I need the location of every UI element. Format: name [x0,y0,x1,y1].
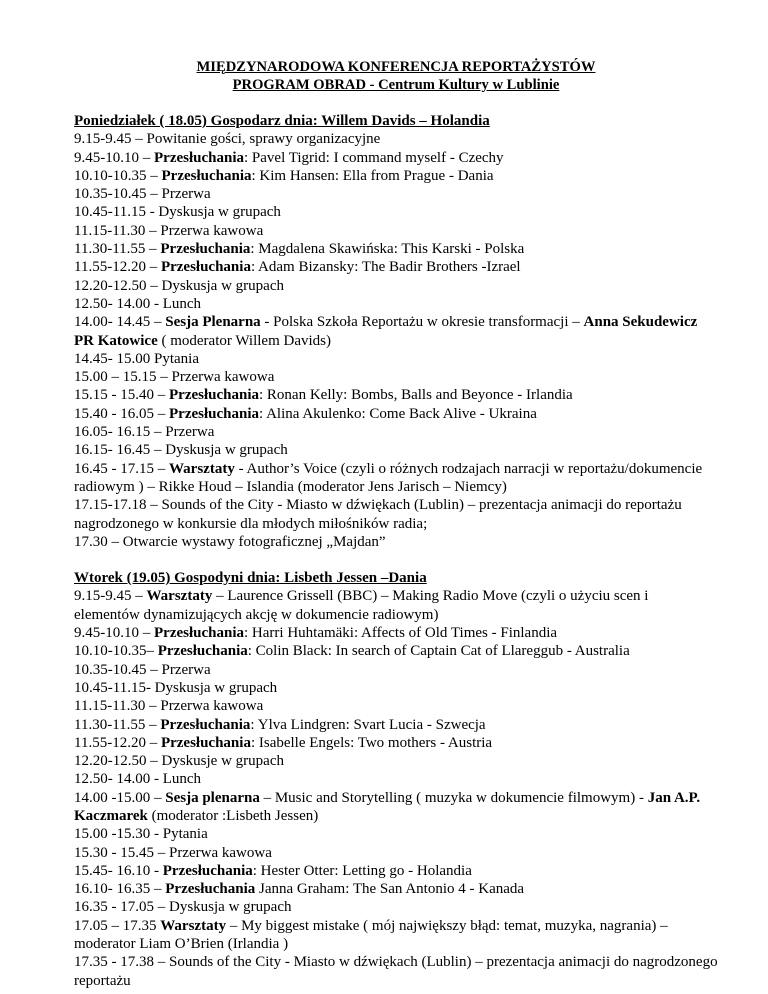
entry-text: 10.35-10.45 – Przerwa [74,661,211,678]
schedule-entry [74,642,718,660]
entry-text: 15.00 -15.30 - Pytania [74,826,208,843]
entry-bold-text: Przesłuchania [154,625,244,642]
entry-text: 11.30-11.55 – [74,241,161,258]
entry-text: 9.15-9.45 – [74,588,147,605]
schedule-entry [74,624,718,642]
entry-text: 9.45-10.10 – [74,625,154,642]
entry-text: 10.35-10.45 – Przerwa [74,186,211,203]
entry-text: 11.55-12.20 – [74,734,161,751]
schedule-entry [74,222,718,240]
entry-text: - Author’s Voice (czyli o różnych rodzajach narracji w reportażu/dokumencie radiowym ) – Rikke Houd – Islandia (moderator Jens Jarisch – Niemcy) [74,460,703,495]
entry-text: 10.10-10.35 – [74,167,162,184]
schedule-entry [74,898,718,916]
entry-text: : Kim Hansen: Ella from Prague - Dania [251,167,494,184]
entry-text: 15.45- 16.10 - [74,862,163,879]
entry-bold-text: Przesłuchania [169,405,259,422]
entry-text: : Magdalena Skawińska: This Karski - Polska [250,241,525,258]
entry-bold-text: Przesłuchania [160,259,251,276]
entry-text: 17.30 – Otwarcie wystawy fotograficznej „Majdan” [74,533,386,550]
entry-text: 14.45- 15.00 Pytania [74,350,199,367]
program-days [74,112,718,990]
schedule-entry [74,423,718,441]
entry-bold-text: Przesłuchania [160,734,251,751]
schedule-entry [74,953,718,990]
entry-text: : Isabelle Engels: Two mothers - Austria [250,734,493,751]
entry-bold-text: Przesłuchania [162,862,253,879]
entry-text: : Pavel Tigrid: I command myself - Czechy [244,149,504,166]
schedule-entry [74,368,718,386]
schedule-entry [74,240,718,258]
document-title: MIĘDZYNARODOWA KONFERENCJA REPORTAŻYSTÓW [196,59,596,75]
schedule-entry [74,716,718,734]
entry-text: 11.55-12.20 – [74,259,161,276]
entry-text: 11.15-11.30 – Przerwa kawowa [74,698,264,715]
entry-text: 15.30 - 15.45 – Przerwa kawowa [74,844,272,861]
entry-bold-text: Przesłuchania [165,881,256,898]
entry-text: 10.10-10.35– [74,643,158,660]
entry-text: 12.20-12.50 – Dyskusja w grupach [74,277,284,294]
entry-text: 16.45 - 17.15 – [74,460,169,477]
schedule-entry [74,679,718,697]
entry-text: 16.15- 16.45 – Dyskusja w grupach [74,442,288,459]
entry-text: : Ylva Lindgren: Svart Lucia - Szwecja [250,716,486,733]
entry-bold-text: Przesłuchania [160,241,251,258]
entry-bold-text: Przesłuchania [160,716,251,733]
schedule-entry [74,880,718,898]
schedule-entry [74,789,718,826]
schedule-entry [74,587,718,624]
entry-text: – My biggest mistake ( mój największy błąd: temat, muzyka, nagrania) – moderator Liam O’Brien (Irlandia ) [74,917,668,953]
day-section [74,569,718,990]
schedule-entry [74,496,718,533]
entry-text: (moderator :Lisbeth Jessen) [147,807,319,824]
entry-text: 15.00 – 15.15 – Przerwa kawowa [74,369,275,386]
entry-text: 12.50- 14.00 - Lunch [74,771,202,788]
schedule-entry [74,917,718,954]
entry-bold-text: Przesłuchania [157,643,248,660]
schedule-entry [74,825,718,843]
entry-text: 15.40 - 16.05 – [74,405,169,422]
entry-text: : Colin Black: In search of Captain Cat of Llareggub - Australia [247,643,630,660]
schedule-entry [74,752,718,770]
entry-bold-text: Warsztaty [146,588,213,605]
entry-text: 17.35 - 17.38 – Sounds of the City - Miasto w dźwiękach (Lublin) – prezentacja animacji do nagrodzonego reportażu [74,954,718,989]
entry-bold-text: Przesłuchania [161,167,252,184]
schedule-entry [74,386,718,404]
schedule-entry [74,862,718,880]
entry-text: 10.45-11.15 - Dyskusja w grupach [74,204,281,221]
entry-text: – Laurence Grissell (BBC) – Making Radio Move (czyli o użyciu scen i elementów dynamizujących akcję w dokumencie radiowym) [74,588,649,623]
schedule-entry [74,258,718,276]
entry-text: 10.45-11.15- Dyskusja w grupach [74,679,278,696]
schedule-entry [74,770,718,788]
entry-text: 17.05 – 17.35 [74,917,161,934]
entry-bold-text: Sesja plenarna [165,789,260,806]
entry-text: 14.00- 14.45 – [74,314,166,331]
entry-text: 9.45-10.10 – [74,149,154,166]
schedule-entry [74,734,718,752]
entry-bold-text: Przesłuchania [154,149,244,166]
entry-text: : Hester Otter: Letting go - Holandia [252,862,472,879]
schedule-entry [74,350,718,368]
day-heading: Wtorek (19.05) Gospodyni dnia: Lisbeth Jessen –Dania [74,570,427,587]
schedule-entry [74,661,718,679]
entry-text: ( moderator Willem Davids) [157,332,331,349]
schedule-entry [74,167,718,185]
entry-bold-text: Sesja Plenarna [165,314,261,331]
entry-text: – Music and Storytelling ( muzyka w dokumencie filmowym) - [259,789,648,806]
entry-text: 9.15-9.45 – Powitanie gości, sprawy organizacyjne [74,131,381,148]
entry-text: 11.15-11.30 – Przerwa kawowa [74,222,264,239]
schedule-entry [74,697,718,715]
entry-bold-text: Jan A.P. Kaczmarek [74,789,701,824]
entry-text: Janna Graham: The San Antonio 4 - Kanada [255,881,525,898]
day-section [74,112,718,551]
entry-text: 14.00 -15.00 – [74,789,166,806]
schedule-entry [74,277,718,295]
entry-text: - Polska Szkoła Reportażu w okresie transformacji – [260,314,584,331]
schedule-entry [74,441,718,459]
entry-bold-text: Warsztaty [160,917,227,934]
document-header [74,58,718,94]
schedule-entry [74,460,718,497]
entry-text: : Ronan Kelly: Bombs, Balls and Beyonce - Irlandia [259,387,573,404]
entry-text: 16.35 - 17.05 – Dyskusja w grupach [74,899,292,916]
entry-text: : Harri Huhtamäki: Affects of Old Times - Finlandia [244,625,558,642]
entry-bold-text: Przesłuchania [169,387,259,404]
entry-text: 15.15 - 15.40 – [74,387,169,404]
schedule-entry [74,149,718,167]
schedule-entry [74,313,718,350]
entry-text: 16.10- 16.35 – [74,881,166,898]
entry-bold-text: Anna Sekudewicz PR Katowice [74,314,698,349]
schedule-entry [74,405,718,423]
entry-text: 12.20-12.50 – Dyskusje w grupach [74,753,284,770]
document-subtitle: PROGRAM OBRAD - Centrum Kultury w Lublinie [232,77,560,93]
entry-text: : Adam Bizansky: The Badir Brothers -Izrael [250,259,521,276]
schedule-entry [74,130,718,148]
day-heading: Poniedziałek ( 18.05) Gospodarz dnia: Willem Davids – Holandia [74,113,490,129]
entry-text: 16.05- 16.15 – Przerwa [74,424,215,441]
schedule-entry [74,203,718,221]
schedule-entry [74,533,718,551]
entry-text: 17.15-17.18 – Sounds of the City - Miasto w dźwiękach (Lublin) – prezentacja animacji do reportażu nagrodzonego w konkursie dla młodych miłośników radia; [74,497,682,532]
entry-bold-text: Warsztaty [169,460,235,477]
entry-text: 11.30-11.55 – [74,716,161,733]
schedule-entry [74,185,718,203]
entry-text: 12.50- 14.00 - Lunch [74,295,202,312]
entry-text: : Alina Akulenko: Come Back Alive - Ukraina [259,405,537,422]
schedule-entry [74,295,718,313]
schedule-entry [74,844,718,862]
